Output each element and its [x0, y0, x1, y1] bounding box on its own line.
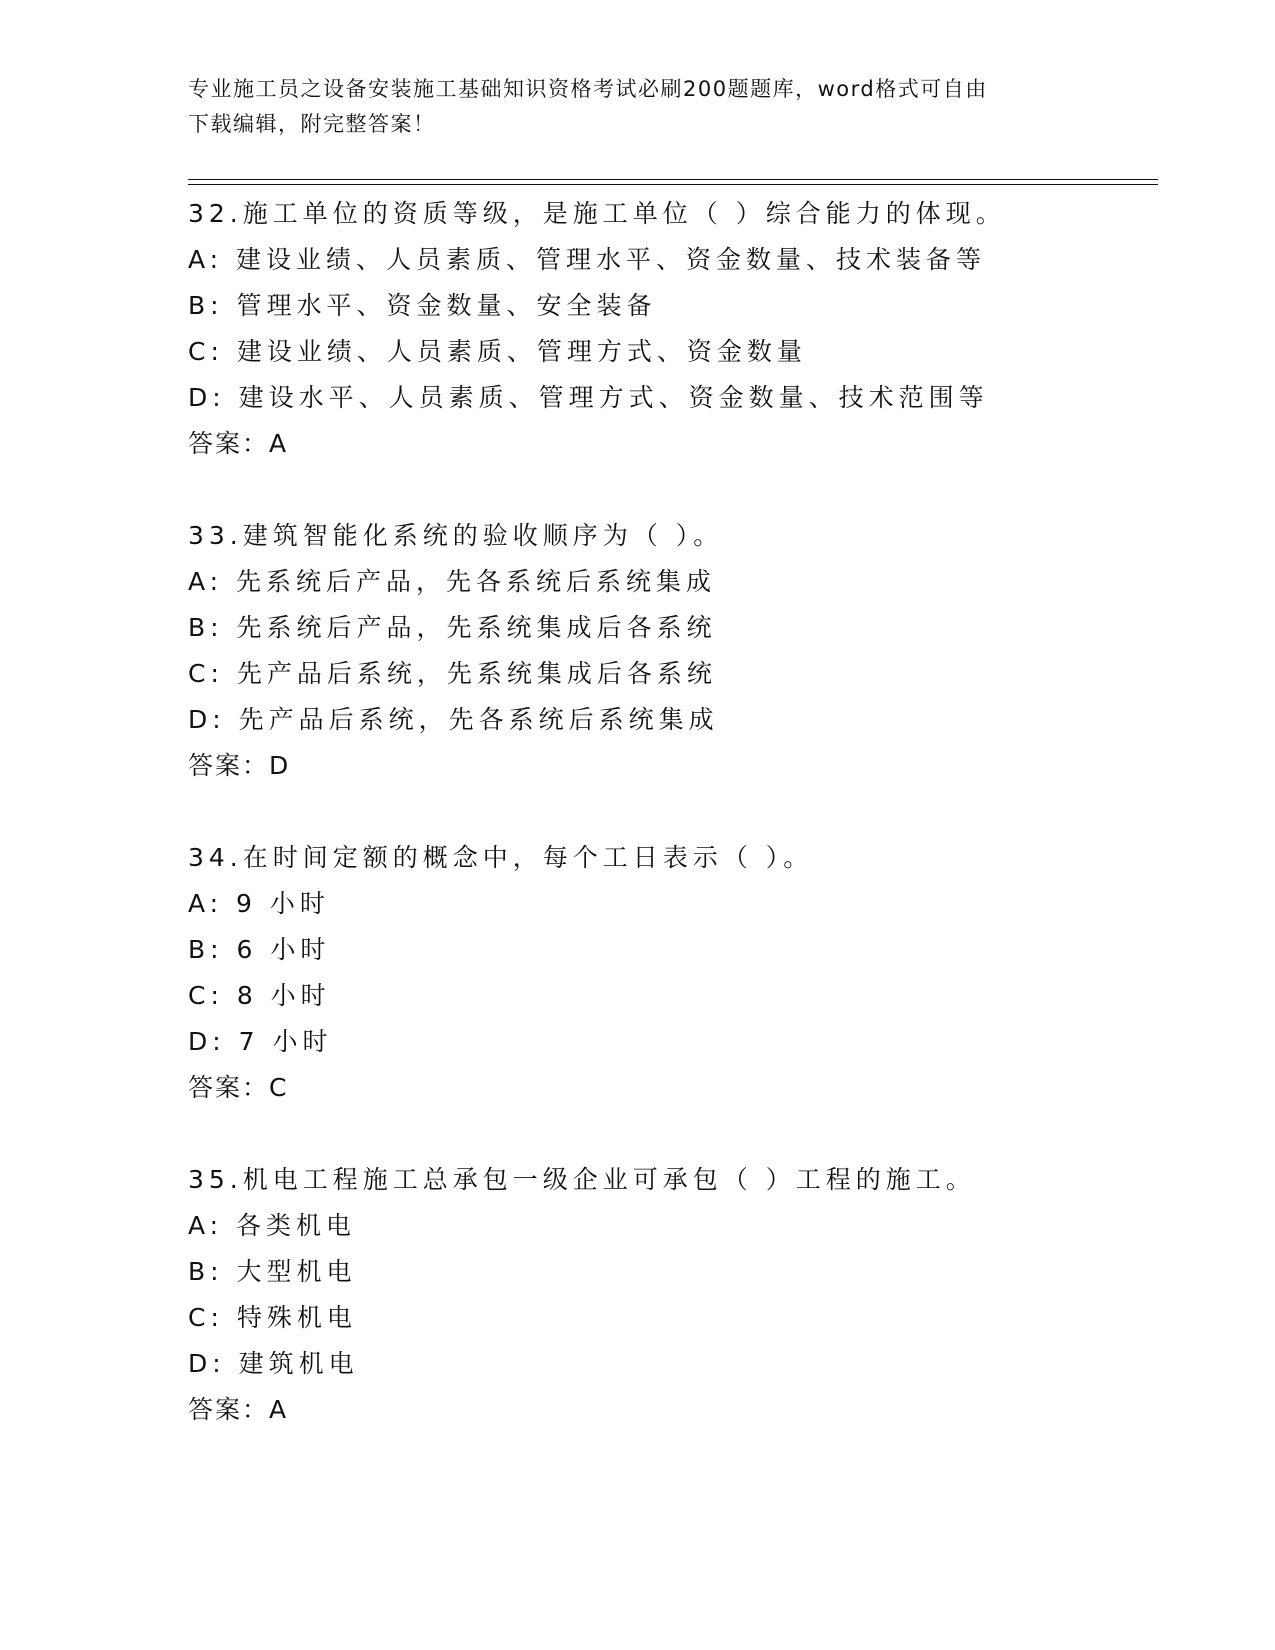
answer-label: 答案：A [188, 1395, 289, 1424]
option-a: A: 各类机电 [188, 1211, 357, 1240]
question-stem: 33.建筑智能化系统的验收顺序为（ ）。 [188, 521, 724, 550]
option-b: B: 大型机电 [188, 1257, 357, 1286]
answer-label: 答案：C [188, 1073, 289, 1102]
option-d: D: 建筑机电 [188, 1349, 359, 1378]
question-32 [188, 191, 1168, 467]
answer-label: 答案：A [188, 429, 289, 458]
question-stem: 34.在时间定额的概念中，每个工日表示（ ）。 [188, 843, 814, 872]
option-a: A: 建设业绩、人员素质、管理水平、资金数量、技术装备等 [188, 245, 987, 274]
option-b: B: 6 小时 [188, 935, 331, 964]
question-35 [188, 1157, 1168, 1433]
option-b: B: 管理水平、资金数量、安全装备 [188, 291, 657, 320]
option-a: A: 先系统后产品，先各系统后系统集成 [188, 567, 717, 596]
option-c: C: 8 小时 [188, 981, 331, 1010]
option-d: D: 7 小时 [188, 1027, 333, 1056]
question-list [188, 191, 1168, 1479]
question-33 [188, 513, 1168, 789]
question-stem: 32.施工单位的资质等级，是施工单位（ ）综合能力的体现。 [188, 199, 1006, 228]
question-stem: 35.机电工程施工总承包一级企业可承包（ ）工程的施工。 [188, 1165, 976, 1194]
header-line-1: 专业施工员之设备安装施工基础知识资格考试必刷200题题库，word格式可自由 [188, 77, 988, 101]
header-divider-top [188, 179, 1158, 180]
option-a: A: 9 小时 [188, 889, 330, 918]
header-divider-bottom [188, 184, 1158, 185]
option-c: C: 先产品后系统，先系统集成后各系统 [188, 659, 717, 688]
option-d: D: 先产品后系统，先各系统后系统集成 [188, 705, 719, 734]
option-c: C: 建设业绩、人员素质、管理方式、资金数量 [188, 337, 807, 366]
option-b: B: 先系统后产品，先系统集成后各系统 [188, 613, 717, 642]
question-34 [188, 835, 1168, 1111]
option-c: C: 特殊机电 [188, 1303, 357, 1332]
document-header [188, 72, 1088, 142]
option-d: D: 建设水平、人员素质、管理方式、资金数量、技术范围等 [188, 383, 989, 412]
header-line-2: 下载编辑，附完整答案！ [188, 112, 436, 136]
answer-label: 答案：D [188, 751, 291, 780]
